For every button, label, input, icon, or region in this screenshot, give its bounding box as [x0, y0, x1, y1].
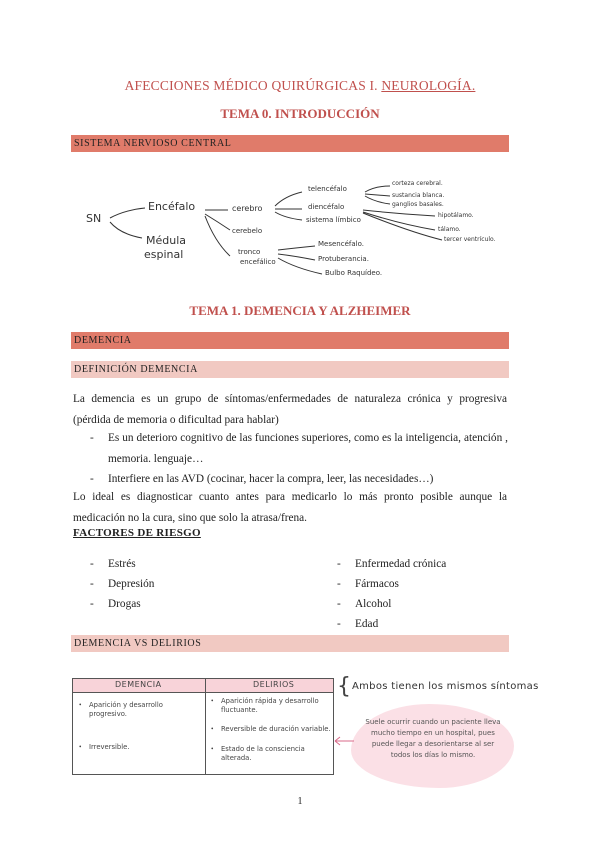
diagram-tronco-2: encefálico	[240, 258, 276, 266]
diagram-tronco-1: tronco	[238, 248, 261, 256]
diagram-telencefalo: telencéfalo	[308, 185, 347, 193]
table-bullet: •	[79, 701, 82, 709]
risk-dash: -	[337, 558, 341, 570]
risk-text: Drogas	[108, 598, 141, 610]
arrow-tel-corteza	[365, 186, 390, 192]
diagram-snc: SN	[86, 212, 102, 225]
diagram-hipotalamo: hipotálamo.	[438, 212, 474, 219]
diagram-cerebro: cerebro	[232, 204, 263, 213]
diagram-ganglios: ganglios basales.	[392, 201, 444, 208]
arrow-cerebro-telencefalo	[275, 192, 302, 206]
risk-text: Edad	[355, 618, 379, 630]
risk-dash: -	[90, 598, 94, 610]
snc-diagram	[80, 172, 520, 284]
arrow-tronco-meso	[278, 246, 315, 250]
delirios-cell-2: Reversible de duración variable.	[221, 725, 331, 733]
arrow-encefalo-cerebelo	[205, 214, 230, 230]
demencia-cell-2: Irreversible.	[89, 743, 130, 751]
diagram-cerebelo: cerebelo	[232, 227, 263, 235]
diagram-tercer-ventriculo: tercer ventrículo.	[444, 236, 496, 243]
arrow-snc-medula	[110, 222, 142, 238]
arrow-tronco-proto	[278, 254, 315, 260]
tema1-heading: TEMA 1. DEMENCIA Y ALZHEIMER	[189, 303, 411, 318]
risk-dash: -	[90, 558, 94, 570]
table-bullet: •	[79, 743, 82, 751]
arrow-dien-talamo	[363, 212, 435, 230]
arrow-cerebro-limbico	[275, 212, 302, 220]
delirios-cell-1: Aparición rápida y desarrollo fluctuante.	[221, 697, 319, 714]
bullet-dash: -	[90, 473, 94, 485]
risk-text: Enfermedad crónica	[355, 558, 447, 570]
comparison-table	[72, 678, 334, 775]
diagram-mesencefalo: Mesencéfalo.	[318, 240, 364, 248]
diagram-corteza: corteza cerebral.	[392, 180, 443, 187]
table-bullet: •	[211, 745, 214, 753]
header-demencia: DEMENCIA	[115, 680, 162, 689]
title-subject: NEUROLOGÍA.	[381, 78, 476, 93]
vs-subsection-bar: DEMENCIA VS DELIRIOS	[71, 635, 509, 652]
diagram-medula-1: Médula	[146, 234, 187, 247]
diagram-talamo: tálamo.	[438, 226, 461, 233]
diagram-sustancia: sustancia blanca.	[392, 192, 445, 199]
arrow-snc-encefalo	[110, 208, 145, 218]
diagram-bulbo: Bulbo Raquídeo.	[325, 269, 383, 277]
risk-dash: -	[90, 578, 94, 590]
arrow-tronco-bulbo	[278, 258, 322, 274]
delirios-cell-3: Estado de la consciencia alterada.	[221, 745, 305, 762]
risk-dash: -	[337, 598, 341, 610]
diagnosis-paragraph: Lo ideal es diagnosticar cuanto antes para medicarlo lo más pronto posible aunque la medicación no la cura, sino que solo la atrasa/frena.	[73, 491, 507, 524]
table-divider	[205, 679, 206, 774]
arrow-icon	[332, 735, 356, 747]
risk-factors-heading: FACTORES DE RIESGO	[73, 527, 201, 539]
diagram-diencefalo: diencéfalo	[308, 203, 345, 211]
definition-paragraph: La demencia es un grupo de síntomas/enfermedades de naturaleza crónica y progresiva (pérdida de memoria o dificultad para hablar)	[73, 393, 507, 426]
table-bullet: •	[211, 697, 214, 705]
risk-text: Fármacos	[355, 578, 399, 590]
risk-text: Depresión	[108, 578, 155, 590]
bullet-deterioro: Es un deterioro cognitivo de las funciones superiores, como es la inteligencia, atención , memoria. lenguaje…	[108, 432, 508, 465]
page-number: 1	[297, 796, 303, 807]
risk-text: Alcohol	[355, 598, 392, 610]
hospital-note: Suele ocurrir cuando un paciente lleva mucho tiempo en un hospital, pues puede llegar a desorientarse al ser todos los días lo mismo.	[365, 718, 501, 759]
risk-dash: -	[337, 618, 341, 630]
risk-dash: -	[337, 578, 341, 590]
bullet-avd: Interfiere en las AVD (cocinar, hacer la compra, leer, las necesidades…)	[108, 473, 434, 485]
arrow-tel-ganglios	[365, 196, 390, 204]
arrow-dien-tercer	[363, 213, 442, 240]
title-main: AFECCIONES MÉDICO QUIRÚRGICAS I.	[124, 78, 382, 93]
tema0-heading: TEMA 0. INTRODUCCIÓN	[220, 106, 380, 121]
diagram-protuberancia: Protuberancia.	[318, 255, 369, 263]
demencia-cell-1: Aparición y desarrollo progresivo.	[89, 701, 163, 718]
bullet-dash: -	[90, 432, 94, 444]
risk-text: Estrés	[108, 558, 136, 570]
diagram-sistema-limbico: sistema límbico	[306, 216, 361, 224]
definicion-subsection-bar: DEFINICIÓN DEMENCIA	[71, 361, 509, 378]
table-bullet: •	[211, 725, 214, 733]
arrow-tel-sustancia	[365, 194, 390, 196]
snc-section-bar: SISTEMA NERVIOSO CENTRAL	[71, 135, 509, 152]
ambos-note: Ambos tienen los mismos síntomas	[352, 681, 539, 692]
diagram-medula-2: espinal	[144, 248, 184, 261]
header-delirios: DELIRIOS	[253, 680, 295, 689]
brace-symbol: {	[337, 674, 351, 699]
demencia-section-bar: DEMENCIA	[71, 332, 509, 349]
diagram-encefalo: Encéfalo	[148, 200, 196, 213]
document-title	[0, 78, 600, 94]
